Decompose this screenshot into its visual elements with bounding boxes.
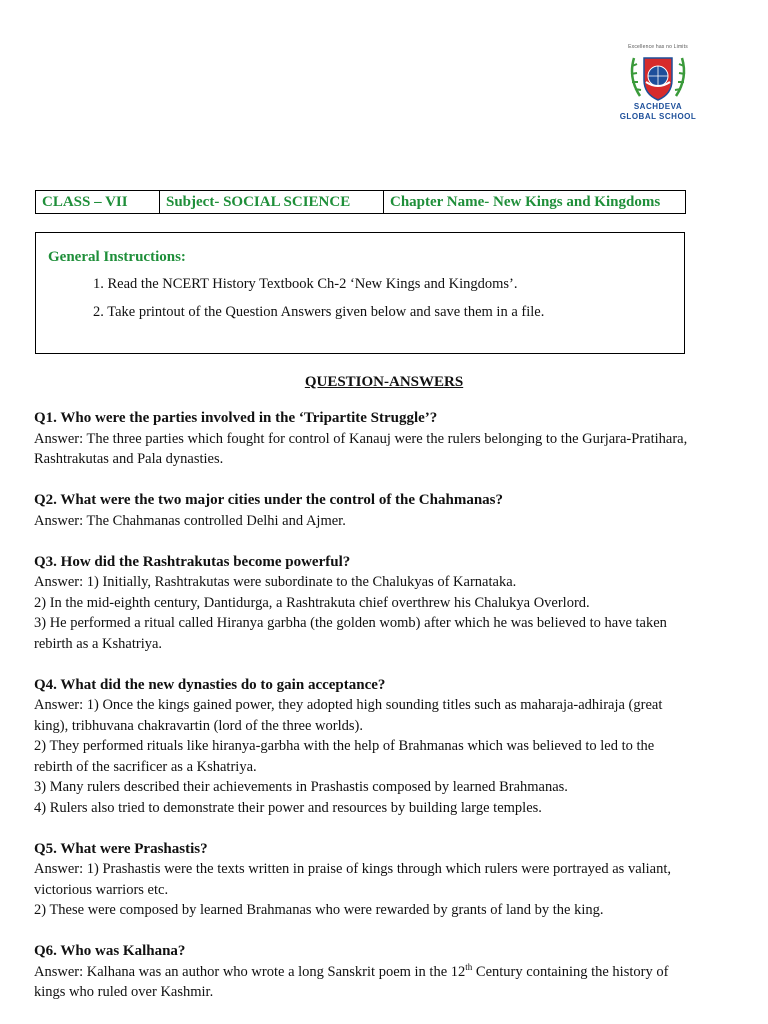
answer-line: Rashtrakutas and Pala dynasties.: [34, 451, 224, 467]
answer-line: rebirth as a Kshatriya.: [34, 635, 163, 652]
ordinal-suffix: th: [465, 961, 473, 972]
subject-cell: Subject- SOCIAL SCIENCE: [160, 191, 384, 213]
school-crest-icon: [626, 52, 690, 102]
question-answers-heading: QUESTION-ANSWERS: [304, 374, 464, 390]
logo-name-line1: SACHDEVA: [633, 102, 683, 111]
answer-line: 2) In the mid-eighth century, Dantidurga, a Rashtrakuta chief overthrew his Chalukya Overlord.: [34, 594, 590, 611]
instruction-item: 1. Read the NCERT History Textbook Ch-2 ‘New Kings and Kingdoms’.: [93, 276, 518, 292]
question-5: Q5. What were Prashastis?: [34, 840, 208, 857]
answer-line: kings who ruled over Kashmir.: [34, 984, 214, 1000]
answer-line: Answer: The Chahmanas controlled Delhi and Ajmer.: [34, 512, 346, 529]
answer-line: 3) Many rulers described their achievements in Prashastis composed by learned Brahmanas.: [34, 779, 568, 795]
general-instructions-box: [35, 232, 685, 354]
question-2: Q2. What were the two major cities under the control of the Chahmanas?: [34, 492, 503, 508]
answer-line: 4) Rulers also tried to demonstrate their power and resources by building large temples.: [34, 799, 542, 816]
answer-line: 3) He performed a ritual called Hiranya garbha (the golden womb) after which he was believed to have taken: [34, 615, 667, 631]
instructions-title: General Instructions:: [48, 249, 186, 265]
question-1: Q1. Who were the parties involved in the ‘Tripartite Struggle’?: [34, 410, 438, 426]
logo-name-line2: GLOBAL SCHOOL: [619, 112, 697, 121]
answer-line: Answer: The three parties which fought for control of Kanauj were the rulers belonging to the Gurjara-Pratihara,: [34, 430, 688, 447]
answer-line: [34, 962, 734, 983]
class-cell: CLASS – VII: [36, 191, 160, 213]
school-logo: [612, 44, 704, 134]
answer-line: king), tribhuvana chakravartin (lord of the three worlds).: [34, 717, 363, 734]
answer-line: rebirth of the sacrificer as a Kshatriya.: [34, 758, 257, 775]
answer-line: 2) They performed rituals like hiranya-garbha with the help of Brahmanas which was believed to led to the: [34, 738, 655, 754]
answer-text: Answer: Kalhana was an author who wrote a long Sanskrit poem in the 12: [34, 963, 466, 980]
chapter-cell: Chapter Name- New Kings and Kingdoms: [390, 194, 661, 210]
answer-line: victorious warriors etc.: [34, 881, 169, 898]
question-3: Q3. How did the Rashtrakutas become powerful?: [34, 553, 351, 570]
question-4: Q4. What did the new dynasties do to gain acceptance?: [34, 676, 386, 693]
answer-line: 2) These were composed by learned Brahmanas who were rewarded by grants of land by the king.: [34, 902, 604, 918]
answer-line: Answer: 1) Prashastis were the texts written in praise of kings through which rulers were portrayed as valiant,: [34, 861, 672, 877]
answer-line: Answer: 1) Initially, Rashtrakutas were subordinate to the Chalukyas of Karnataka.: [34, 574, 517, 590]
answer-text: Century containing the history of: [472, 963, 669, 980]
logo-tagline: Excellence has no Limits: [628, 44, 688, 50]
answer-line: Answer: 1) Once the kings gained power, they adopted high sounding titles such as maharaja-adhiraja (great: [34, 697, 663, 713]
instruction-item: 2. Take printout of the Question Answers given below and save them in a file.: [93, 304, 545, 320]
qa-content: [34, 408, 734, 1003]
class-info-table: [35, 190, 686, 214]
question-6: Q6. Who was Kalhana?: [34, 943, 186, 959]
